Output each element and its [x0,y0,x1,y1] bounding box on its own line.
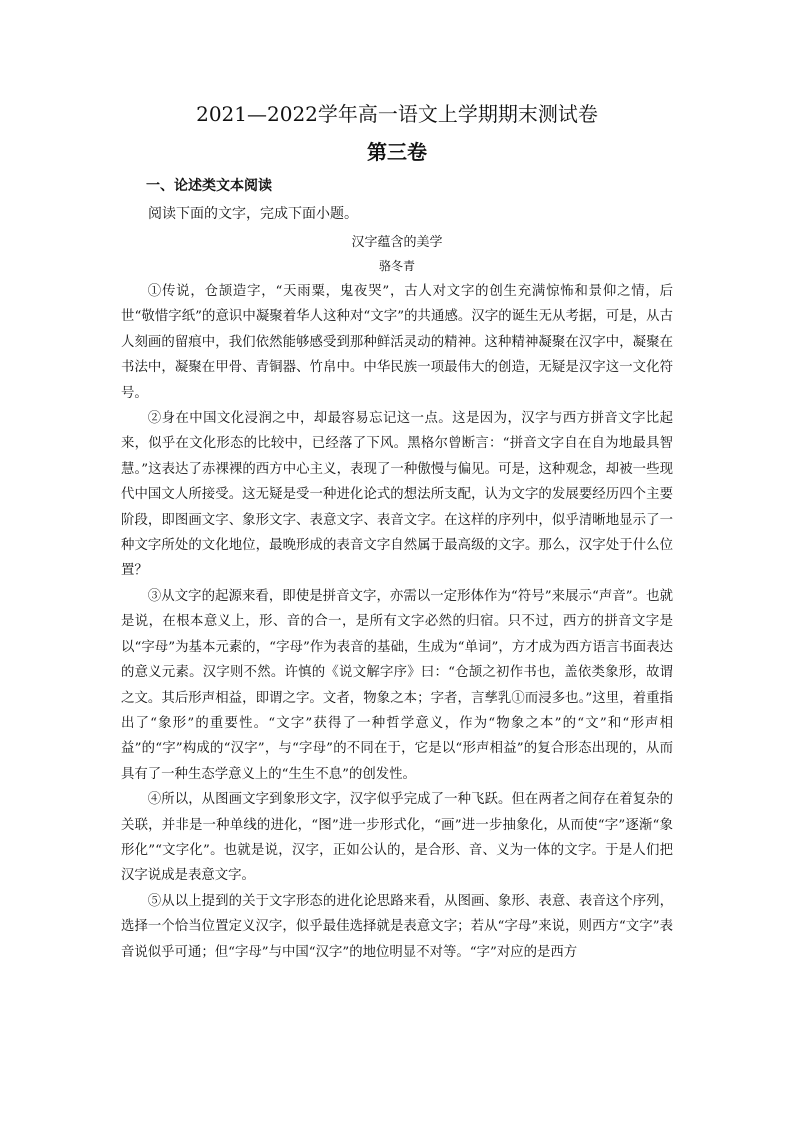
exam-volume-label: 第三卷 [367,140,427,164]
article-body [121,279,673,965]
article-title: 汉字蕴含的美学 [351,235,443,250]
paragraph-3: ③从文字的起源来看，即使是拼音文字，亦需以一定形体作为“符号”来展示“声音”。也就是说，在根本意义上，形、音的合一，是所有文字必然的归宿。只不过，西方的拼音文字是以“字母”为基本元素的，“字母”作为表音的基础，生成为“单词”，方才成为西方语言书面表达的意义元素。汉字则不然。许慎的《说文解字序》曰：“仓颉之初作书也，盖依类象形，故谓之文。其后形声相益，即谓之字。文者，物象之本；字者，言孳乳①而浸多也。”这里，着重指出了“象形”的重要性。“文字”获得了一种哲学意义，作为“物象之本”的“文”和“形声相益”的“字”构成的“汉字”，与“字母”的不同在于，它是以“形声相益”的复合形态出现的，从而具有了一种生态学意义上的“生生不息”的创发性。 [121,588,673,782]
paragraph-4: ④所以，从图画文字到象形文字，汉字似乎完成了一种飞跃。但在两者之间存在着复杂的关联，并非是一种单线的进化，“图”进一步形式化，“画”进一步抽象化，从而使“字”逐渐“象形化”“文字化”。也就是说，汉字，正如公认的，是合形、音、义为一体的文字。于是人们把汉字说成是表意文字。 [121,792,673,884]
instruction-text: 阅读下面的文字，完成下面小题。 [148,206,358,222]
paragraph-2: ②身在中国文化浸润之中，却最容易忘记这一点。这是因为，汉字与西方拼音文字比起来，似乎在文化形态的比较中，已经落了下风。黑格尔曾断言：“拼音文字自在自为地最具智慧。”这表达了赤裸裸的西方中心主义，表现了一种傲慢与偏见。可是，这种观念，却被一些现代中国文人所接受。这无疑是受一种进化论式的想法所支配，认为文字的发展要经历四个主要阶段，即图画文字、象形文字、表意文字、表音文字。在这样的序列中，似乎清晰地显示了一种文字所处的文化地位，最晚形成的表音文字自然属于最高级的文字。那么，汉字处于什么位置？ [121,411,673,579]
paragraph-5: ⑤从以上提到的关于文字形态的进化论思路来看，从图画、象形、表意、表音这个序列，选择一个恰当位置定义汉字，似乎最佳选择就是表意文字；若从“字母”来说，则西方“文字”表音说似乎可通；但“字母”与中国“汉字”的地位明显不对等。“字”对应的是西方 [121,893,673,960]
exam-title: 2021—2022学年高一语文上学期期末测试卷 [196,102,598,126]
paragraph-1: ①传说，仓颉造字，“天雨粟，鬼夜哭”，古人对文字的创生充满惊怖和景仰之情，后世“敬惜字纸”的意识中凝聚着华人这种对“文字”的共通感。汉字的诞生无从考据，可是，从古人刻画的留痕中，我们依然能够感受到那种鲜活灵动的精神。这种精神凝聚在汉字中，凝聚在书法中，凝聚在甲骨、青铜器、竹帛中。中华民族一项最伟大的创造，无疑是汉字这一文化符号。 [121,284,673,401]
section-heading: 一、论述类文本阅读 [146,178,272,194]
article-author: 骆冬青 [378,259,415,273]
